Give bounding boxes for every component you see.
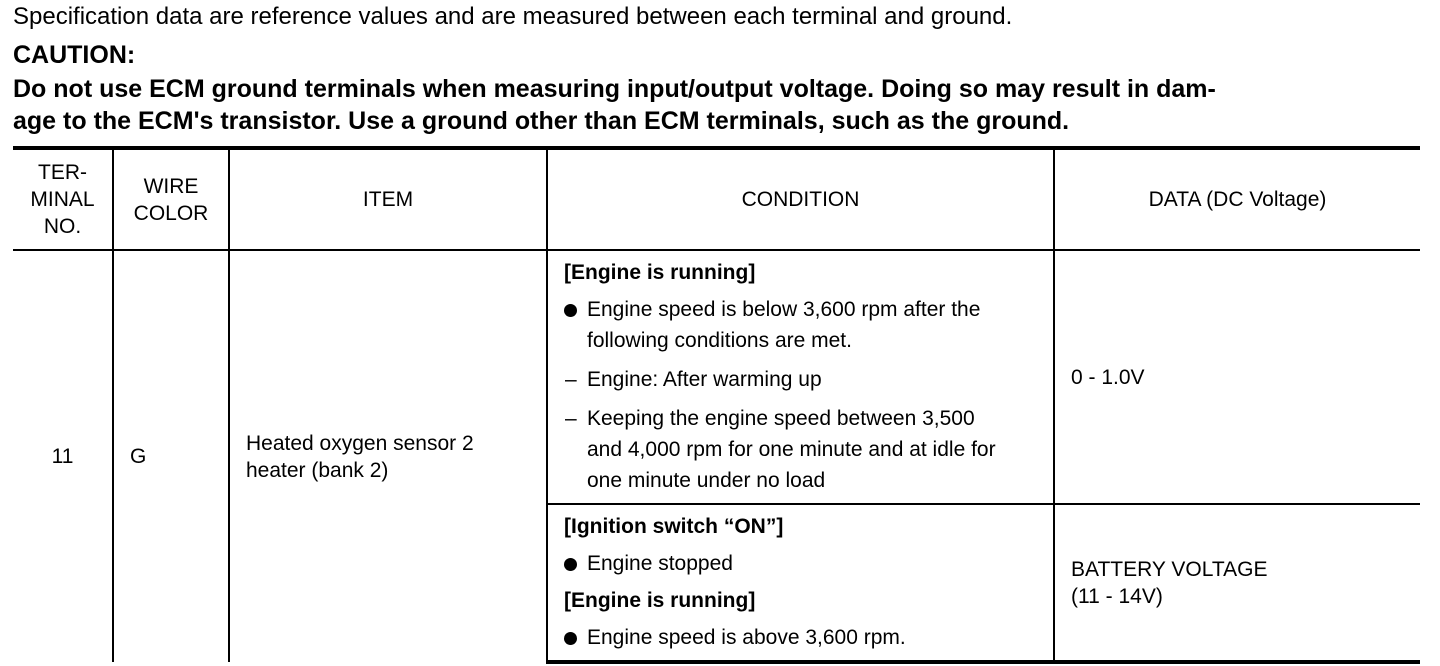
- condition-heading: [Engine is running]: [564, 589, 756, 612]
- header-wire-color: WIRE COLOR: [113, 148, 229, 250]
- bullet-icon: [564, 632, 577, 645]
- item-cell: Heated oxygen sensor 2 heater (bank 2): [229, 250, 547, 662]
- data-cell: 0 - 1.0V: [1054, 250, 1420, 504]
- intro-text: Specification data are reference values and are measured between each terminal and ground.: [13, 3, 1013, 30]
- bullet-icon: [564, 558, 577, 571]
- header-data: DATA (DC Voltage): [1054, 148, 1420, 250]
- condition-heading: [Engine is running]: [564, 261, 756, 284]
- condition-bullet: Engine speed is below 3,600 rpm after the following conditions are met.: [564, 294, 1043, 356]
- bullet-icon: [564, 304, 577, 317]
- spec-table: [13, 146, 1420, 664]
- terminal-no-cell: 11: [51, 444, 74, 468]
- condition-dash: – Engine: After warming up: [564, 364, 1043, 395]
- caution-title: CAUTION:: [13, 41, 136, 69]
- header-terminal-no: TER- MINAL NO.: [13, 148, 113, 250]
- dash-icon: –: [565, 407, 577, 430]
- header-condition: CONDITION: [547, 148, 1054, 250]
- condition-cell: [547, 250, 1054, 504]
- caution-text: [13, 73, 1423, 137]
- condition-cell: [547, 504, 1054, 662]
- table-header-row: [13, 148, 1420, 250]
- data-cell: BATTERY VOLTAGE (11 - 14V): [1054, 504, 1420, 662]
- header-item: ITEM: [229, 148, 547, 250]
- caution-line: Do not use ECM ground terminals when measuring input/output voltage. Doing so may result in dam-: [13, 75, 1216, 103]
- table-row: [13, 250, 1420, 504]
- condition-heading: [Ignition switch “ON”]: [564, 515, 784, 538]
- condition-bullet: Engine stopped: [564, 548, 1043, 579]
- condition-bullet: Engine speed is above 3,600 rpm.: [564, 622, 1043, 653]
- wire-color-cell: G: [113, 250, 229, 662]
- caution-line: age to the ECM's transistor. Use a ground other than ECM terminals, such as the ground.: [13, 107, 1070, 135]
- dash-icon: –: [565, 368, 577, 391]
- condition-dash: – Keeping the engine speed between 3,500 and 4,000 rpm for one minute and at idle for one minute under no load: [564, 403, 1043, 496]
